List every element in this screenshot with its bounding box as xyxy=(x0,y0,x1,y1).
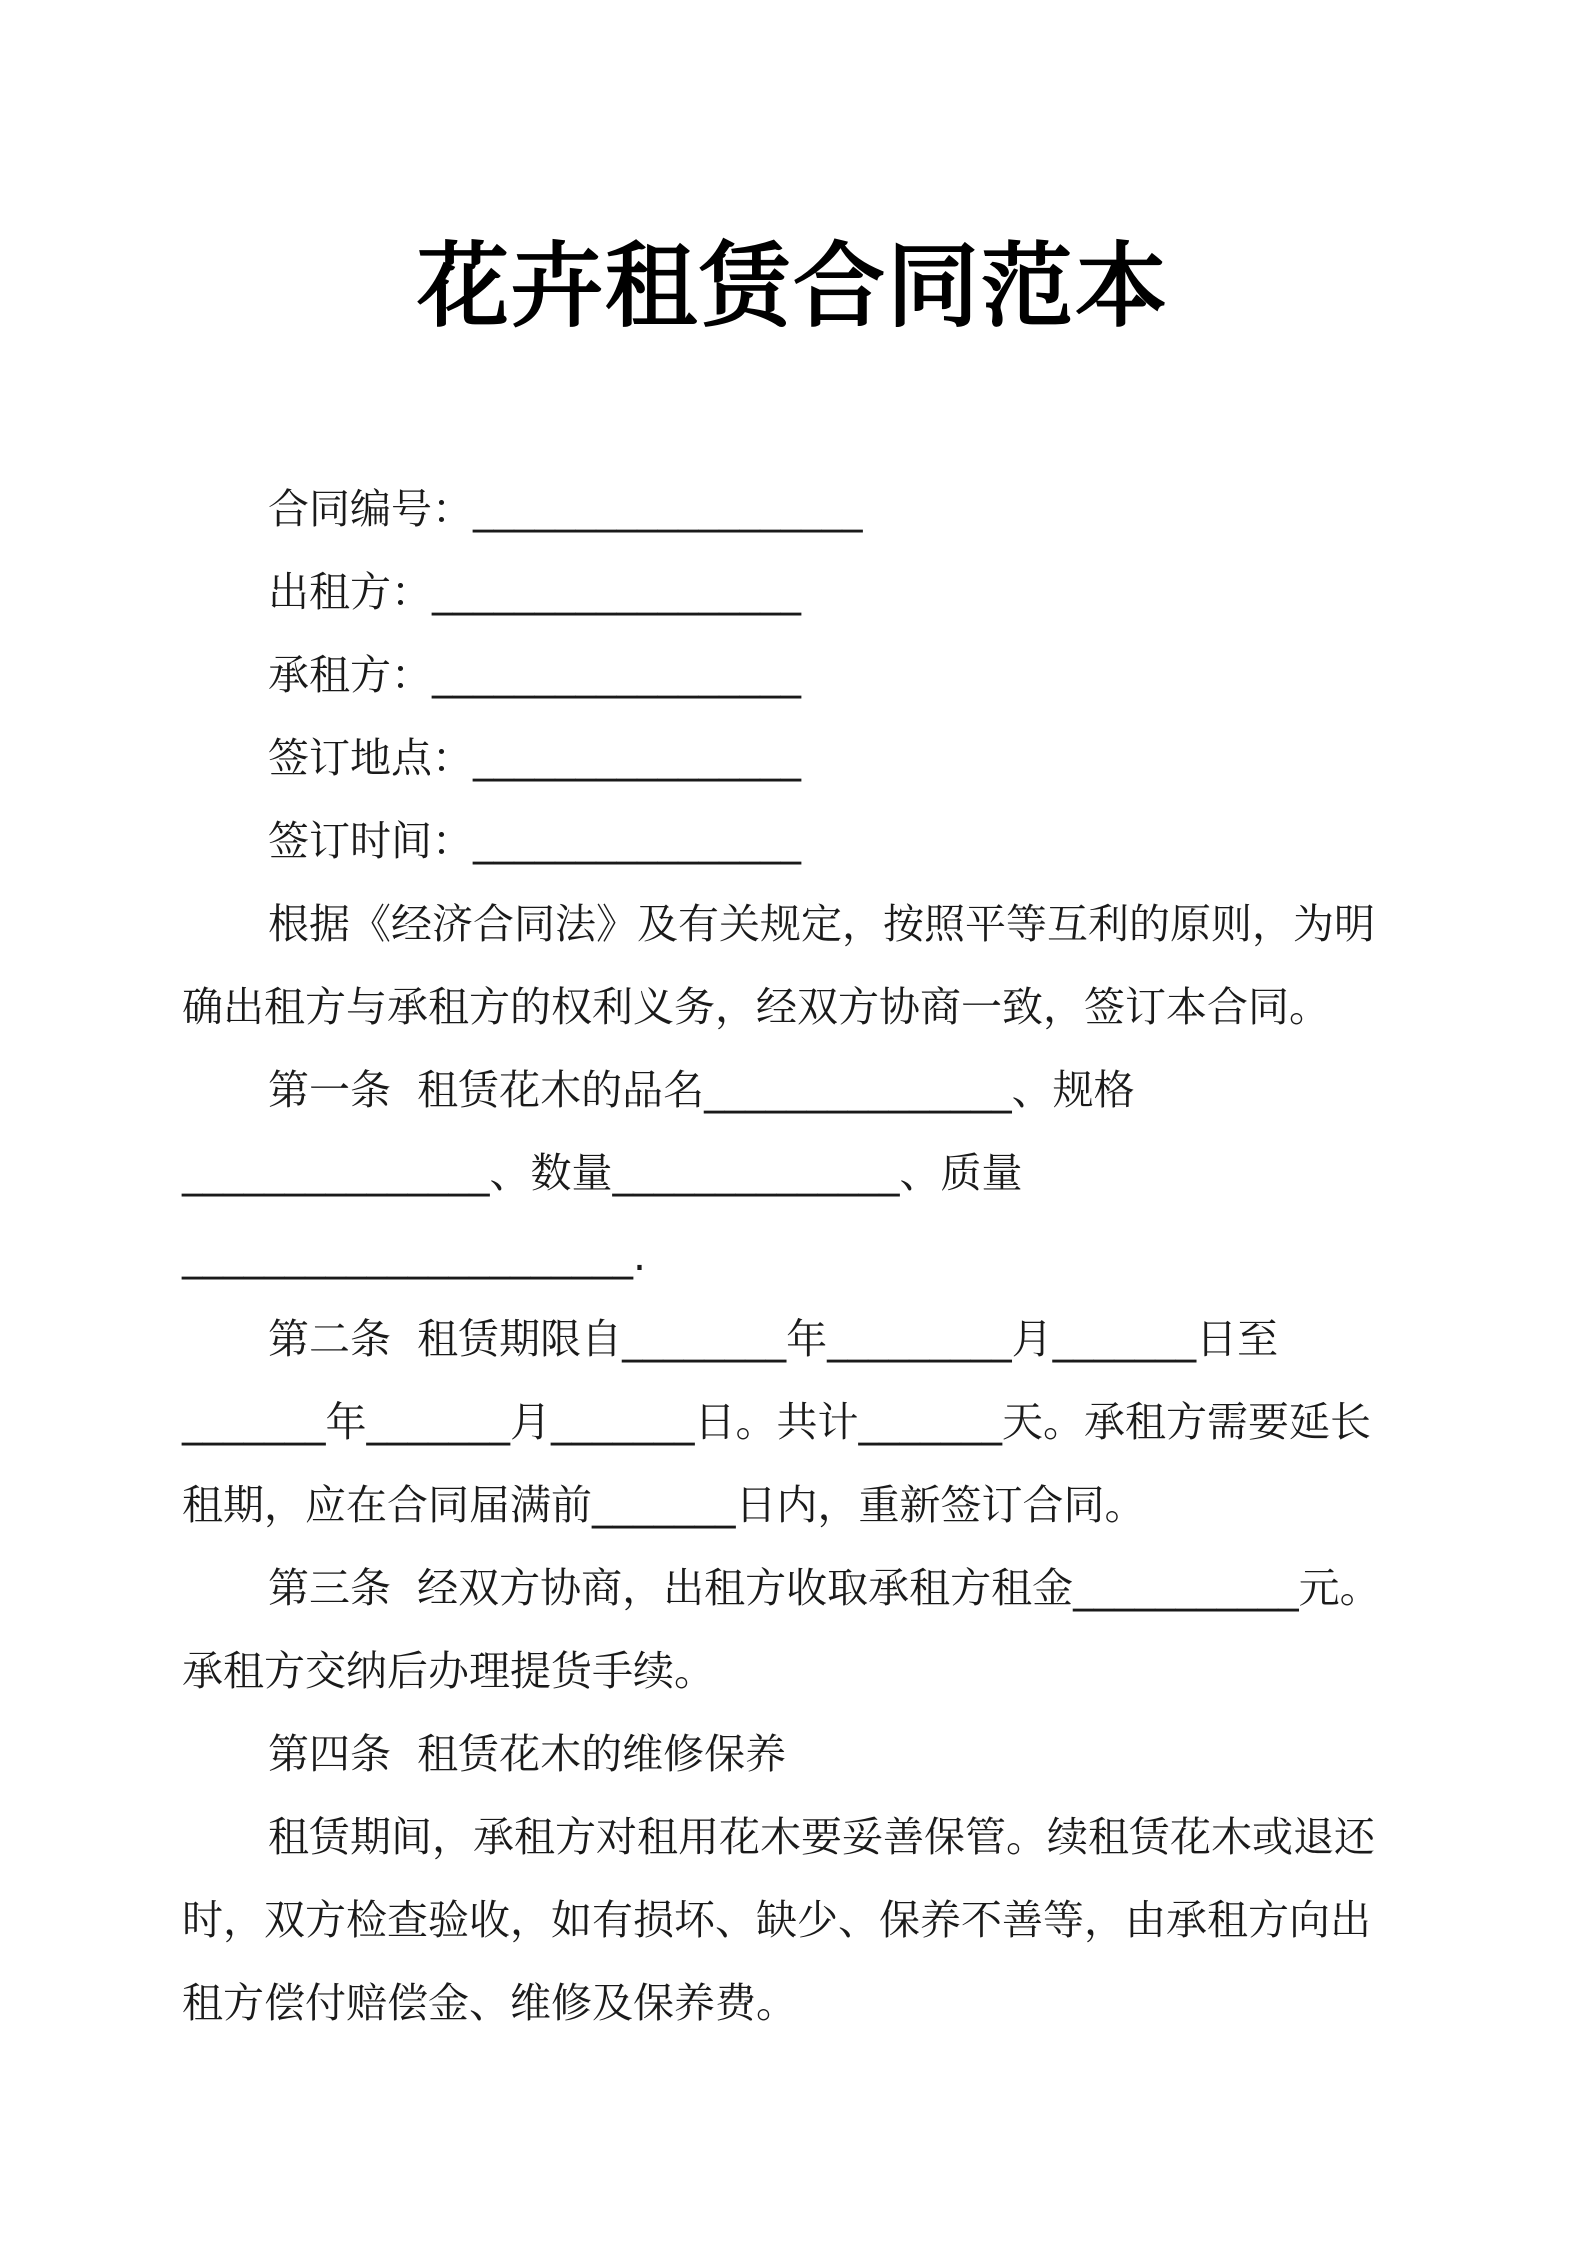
lessor-field: 出租方：__________________ xyxy=(268,568,801,616)
document-title: 花卉租赁合同范本 xyxy=(416,233,1169,340)
preamble-line-1: 根据《经济合同法》及有关规定，按照平等互利的原则，为明 xyxy=(268,900,1375,948)
article-1-line-1: 第一条 租赁花木的品名_______________、规格 xyxy=(268,1066,1135,1114)
lessee-field: 承租方：__________________ xyxy=(268,651,801,699)
article-4-line-1: 租赁期间，承租方对租用花木要妥善保管。续租赁花木或退还 xyxy=(268,1813,1375,1861)
article-4-line-2: 时，双方检查验收，如有损坏、缺少、保养不善等，由承租方向出 xyxy=(182,1896,1371,1944)
contract-number-field: 合同编号：___________________ xyxy=(268,485,863,533)
article-3-line-1: 第三条 经双方协商，出租方收取承租方租金___________元。 xyxy=(268,1564,1381,1612)
article-1-line-2: _______________、数量______________、质量 xyxy=(182,1149,1023,1197)
article-4-line-3: 租方偿付赔偿金、维修及保养费。 xyxy=(182,1979,797,2027)
signing-time-field: 签订时间：________________ xyxy=(268,817,801,865)
article-4-heading: 第四条 租赁花木的维修保养 xyxy=(268,1730,787,1778)
article-2-line-1: 第二条 租赁期限自________年_________月_______日至 xyxy=(268,1315,1279,1363)
article-2-line-2: _______年_______月_______日。共计_______天。承租方需要延长 xyxy=(182,1398,1371,1446)
signing-place-field: 签订地点：________________ xyxy=(268,734,801,782)
article-1-line-3: ______________________. xyxy=(182,1232,647,1280)
article-3-line-2: 承租方交纳后办理提货手续。 xyxy=(182,1647,715,1695)
preamble-line-2: 确出租方与承租方的权利义务，经双方协商一致，签订本合同。 xyxy=(182,983,1330,1031)
article-2-line-3: 租期，应在合同届满前_______日内，重新签订合同。 xyxy=(182,1481,1146,1529)
